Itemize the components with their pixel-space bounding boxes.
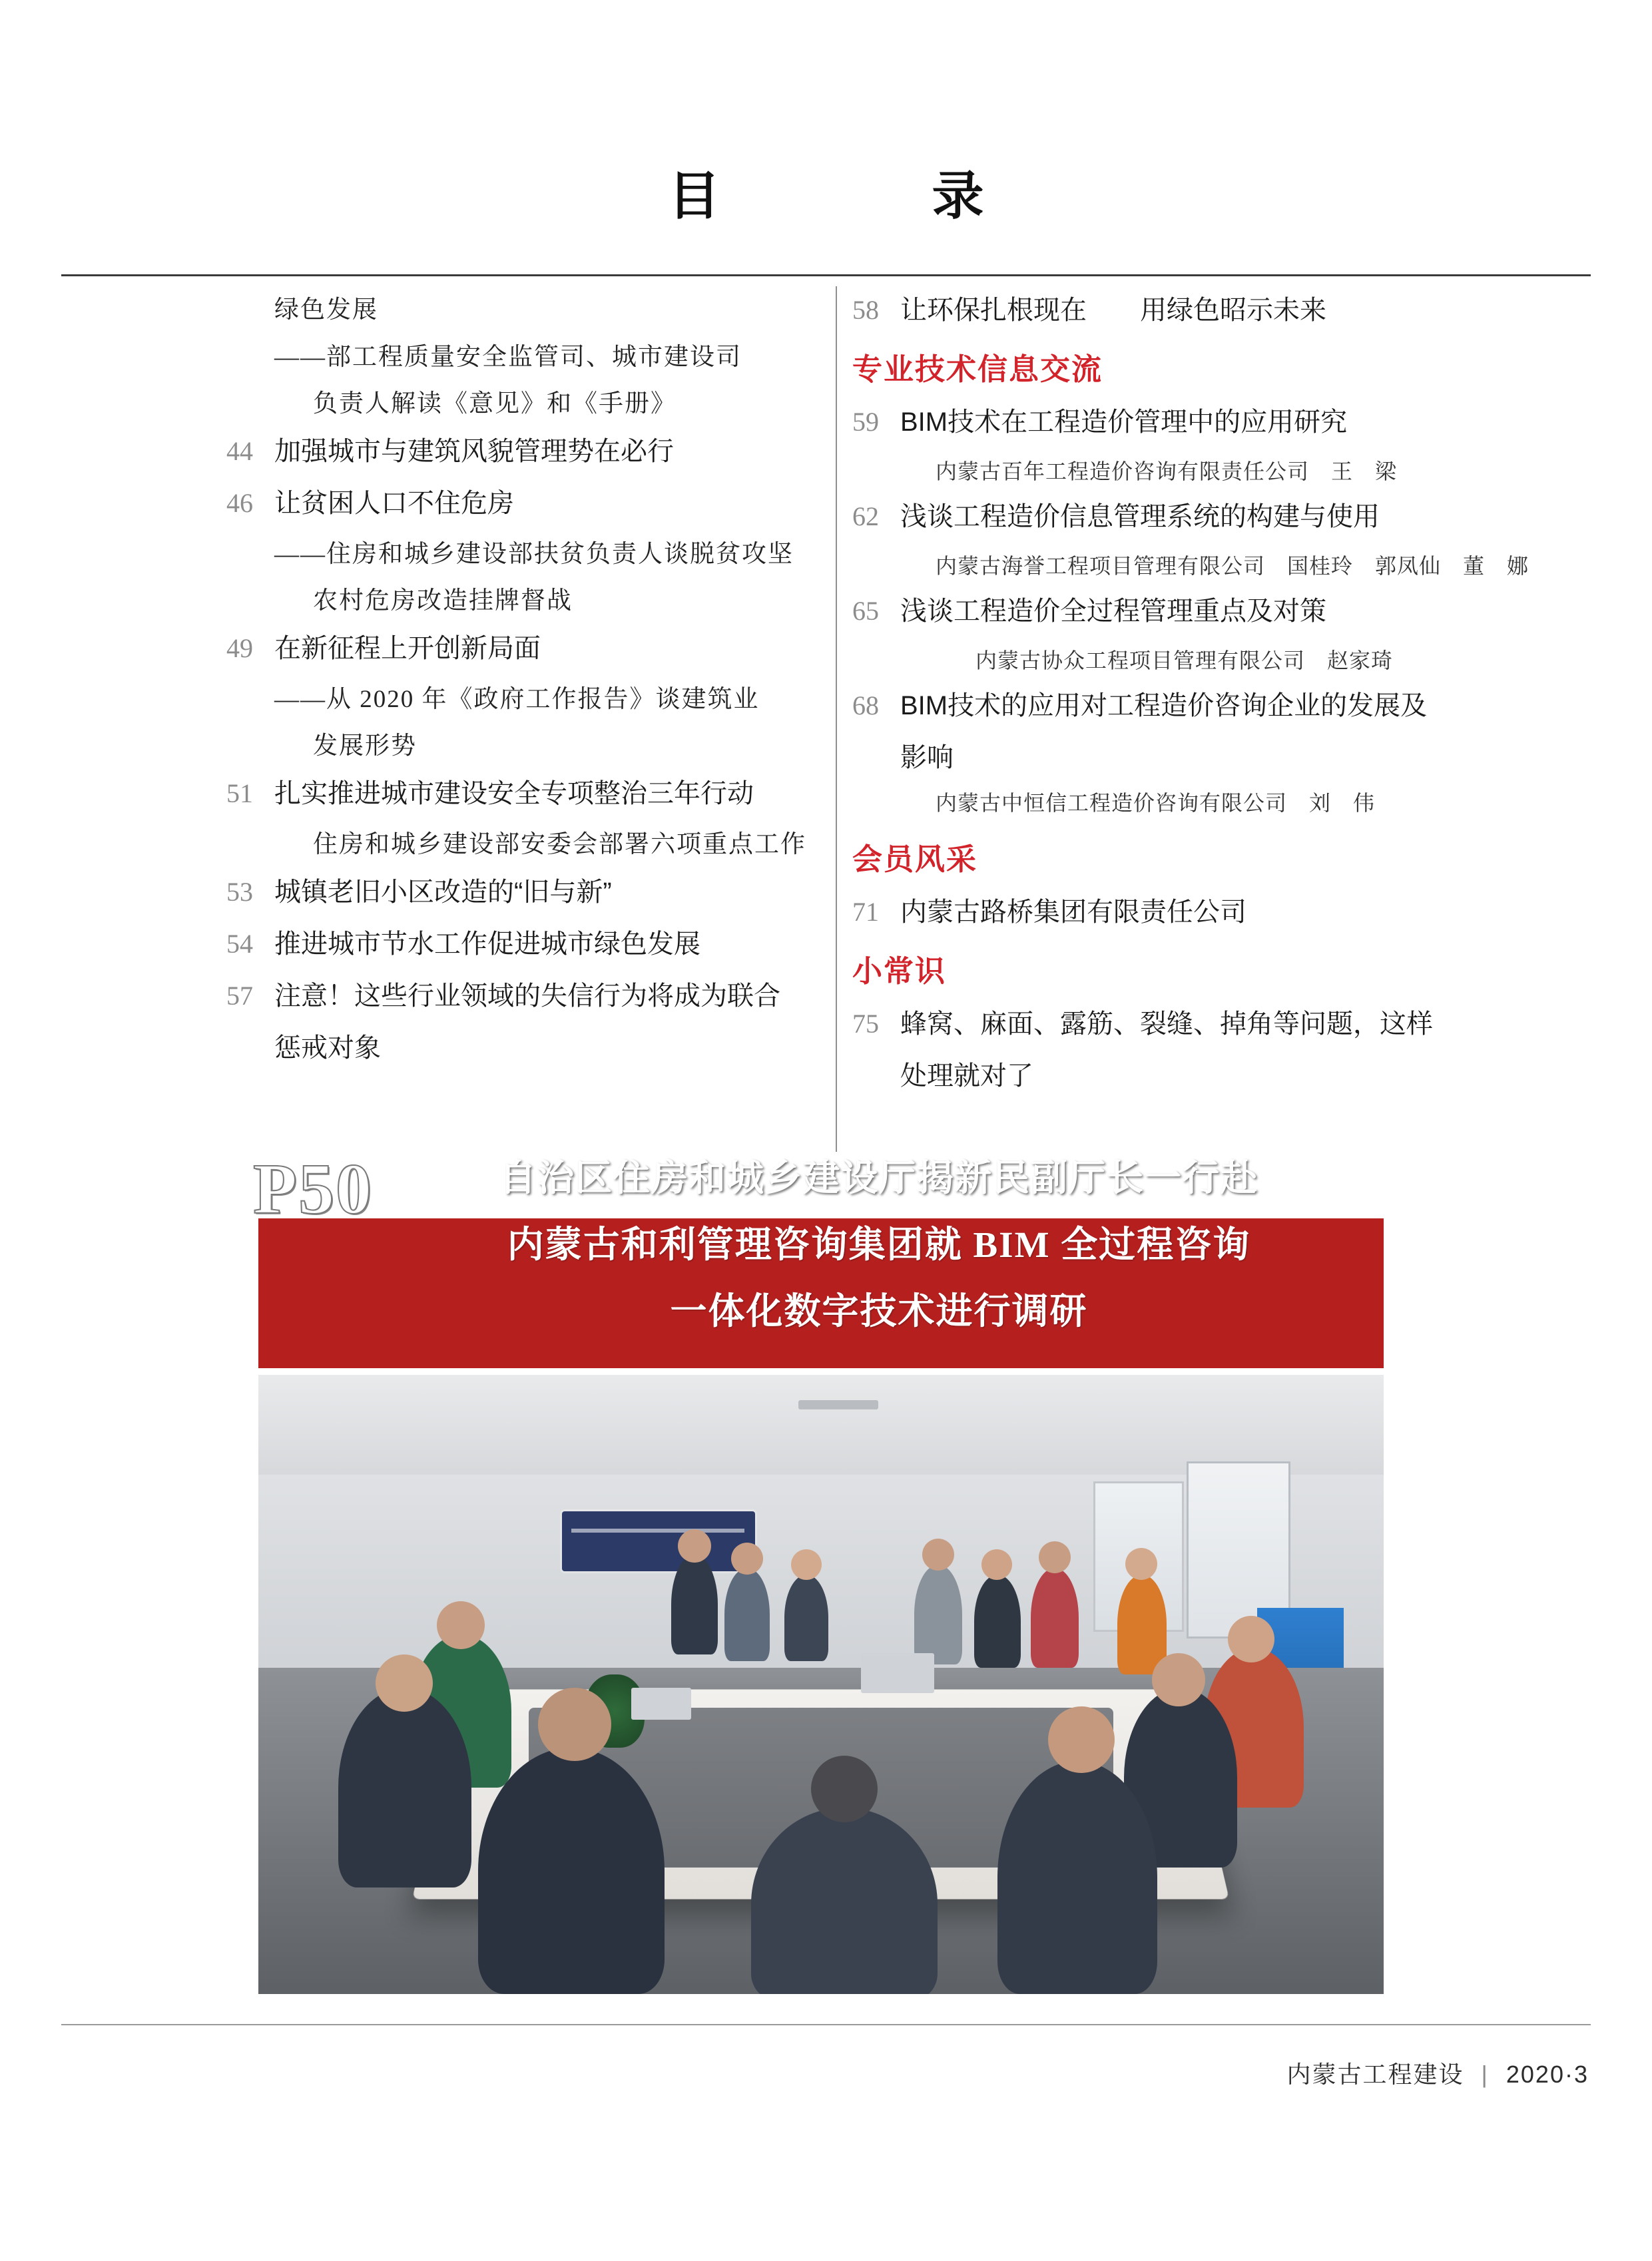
section-heading-technical-exchange: 专业技术信息交流 (852, 352, 1103, 386)
toc-entry-title: 让贫困人口不住危房 (274, 489, 514, 518)
footer-divider (61, 2024, 1591, 2025)
toc-entry-title-continued: 惩戒对象 (274, 1033, 381, 1063)
photo-person-head (1039, 1541, 1071, 1573)
photo-person (751, 1808, 938, 1994)
page-title: 目 录 (668, 167, 1020, 225)
toc-entry[interactable] (226, 770, 812, 818)
toc-entry[interactable] (852, 888, 1538, 936)
toc-entry-title: 在新征程上开创新局面 (274, 634, 541, 663)
toc-page-number: 54 (226, 929, 253, 959)
toc-author-line: 内蒙古中恒信工程造价咨询有限公司 刘 伟 (936, 791, 1376, 815)
toc-entry-title: 浅谈工程造价信息管理系统的构建与使用 (900, 502, 1380, 531)
toc-author-line: 内蒙古海誉工程项目管理有限公司 国桂玲 郭凤仙 董 娜 (936, 554, 1529, 578)
photo-person (478, 1748, 665, 1994)
toc-entry[interactable] (852, 587, 1538, 635)
photo-person (997, 1761, 1157, 1994)
toc-entry-title: 推进城市节水工作促进城市绿色发展 (274, 929, 700, 959)
toc-entry-title: BIM技术在工程造价管理中的应用研究 (900, 407, 1348, 437)
toc-page-number: 62 (852, 501, 879, 531)
photo-laptop (631, 1688, 691, 1720)
toc-entry-title: 内蒙古路桥集团有限责任公司 (900, 897, 1246, 927)
photo-person-head (791, 1549, 822, 1580)
toc-author-line: 内蒙古协众工程项目管理有限公司 赵家琦 (975, 648, 1394, 672)
toc-entry[interactable] (852, 682, 1538, 730)
column-divider (836, 286, 837, 1152)
toc-page-number: 44 (226, 436, 253, 466)
toc-entry-title: BIM技术的应用对工程造价咨询企业的发展及 (900, 691, 1428, 720)
toc-entry[interactable] (226, 868, 812, 916)
toc-page-number: 57 (226, 981, 253, 1011)
feature-highlight[interactable] (253, 1142, 1385, 2001)
toc-page-number: 49 (226, 633, 253, 663)
toc-entry-title: 让环保扎根现在 用绿色昭示未来 (900, 296, 1326, 325)
toc-entry-title: 注意！这些行业领域的失信行为将成为联合 (274, 981, 780, 1011)
photo-person (338, 1688, 471, 1887)
toc-subtitle: 住房和城乡建设部安委会部署六项重点工作 (313, 831, 806, 858)
toc-line: 绿色发展 (274, 296, 378, 324)
toc-right-column (852, 286, 1538, 1100)
toc-entry[interactable] (226, 625, 812, 672)
photo-person-head (922, 1539, 954, 1571)
feature-caption-line-1: 自治区住房和城乡建设厅揭新民副厅长一行赴 (499, 1158, 1258, 1198)
photo-laptop (861, 1653, 934, 1693)
toc-entry[interactable] (226, 427, 812, 475)
toc-subtitle: 负责人解读《意见》和《手册》 (313, 390, 677, 417)
footer-publication-name: 内蒙古工程建设 (1286, 2061, 1464, 2088)
photo-person-head (811, 1756, 878, 1822)
toc-subtitle: ——住房和城乡建设部扶贫负责人谈脱贫攻坚 (274, 541, 794, 568)
photo-person (784, 1575, 828, 1661)
photo-person-head (981, 1549, 1012, 1580)
toc-entry-title-continued: 处理就对了 (900, 1061, 1033, 1091)
toc-page-number: 53 (226, 877, 253, 907)
feature-page-label: P50 (253, 1150, 373, 1229)
toc-subtitle: 农村危房改造挂牌督战 (313, 587, 573, 615)
footer-issue: 2020·3 (1506, 2061, 1589, 2088)
photo-person-head (376, 1654, 433, 1712)
toc-page-number: 51 (226, 778, 253, 808)
toc-entry[interactable] (226, 972, 812, 1020)
photo-person-head (1125, 1548, 1157, 1580)
toc-author-line: 内蒙古百年工程造价咨询有限责任公司 王 梁 (936, 459, 1398, 483)
toc-subtitle: 发展形势 (313, 732, 417, 760)
toc-page-number: 65 (852, 596, 879, 626)
photo-person (1031, 1568, 1079, 1668)
photo-person-head (437, 1601, 485, 1649)
section-heading-common-knowledge: 小常识 (852, 954, 947, 988)
photo-person-head (1152, 1653, 1205, 1706)
toc-entry[interactable] (852, 493, 1538, 541)
feature-caption-line-3: 一体化数字技术进行调研 (670, 1291, 1088, 1332)
photo-person (914, 1565, 962, 1664)
toc-left-column (226, 286, 812, 1072)
feature-photo (258, 1375, 1384, 1994)
toc-subtitle: ——从 2020 年《政府工作报告》谈建筑业 (274, 686, 760, 713)
photo-person (974, 1575, 1021, 1668)
toc-page-number: 71 (852, 897, 879, 927)
toc-page-number: 59 (852, 407, 879, 437)
toc-entry[interactable] (226, 920, 812, 968)
toc-page-number: 46 (226, 488, 253, 518)
photo-meeting-banner (562, 1511, 755, 1571)
toc-entry-title: 加强城市与建筑风貌管理势在必行 (274, 437, 674, 466)
photo-person-head (678, 1529, 711, 1563)
page-footer (0, 2056, 1652, 2090)
photo-person (671, 1555, 718, 1654)
toc-entry-title: 扎实推进城市建设安全专项整治三年行动 (274, 779, 754, 808)
photo-person-head (1048, 1706, 1115, 1773)
photo-person-head (731, 1543, 763, 1575)
photo-person (724, 1568, 770, 1661)
header-divider (61, 274, 1591, 276)
toc-page-number: 75 (852, 1009, 879, 1039)
footer-separator: | (1481, 2061, 1489, 2088)
toc-entry-title: 城镇老旧小区改造的“旧与新” (274, 878, 612, 907)
photo-person-head (1228, 1616, 1274, 1662)
toc-page-number: 68 (852, 690, 879, 720)
photo-person (1117, 1575, 1167, 1674)
section-heading-member-showcase: 会员风采 (852, 842, 978, 876)
toc-page-number: 58 (852, 295, 879, 325)
toc-entry[interactable] (852, 286, 1538, 334)
feature-caption (373, 1145, 1385, 1345)
toc-subtitle: ——部工程质量安全监管司、城市建设司 (274, 344, 742, 371)
toc-entry-title-continued: 影响 (900, 743, 954, 772)
toc-entry[interactable] (226, 479, 812, 527)
toc-entry[interactable] (852, 1000, 1538, 1048)
toc-entry-title: 浅谈工程造价全过程管理重点及对策 (900, 597, 1326, 626)
feature-caption-line-2: 内蒙古和利管理咨询集团就 BIM 全过程咨询 (507, 1224, 1251, 1265)
toc-entry-title: 蜂窝、麻面、露筋、裂缝、掉角等问题，这样 (900, 1009, 1433, 1039)
toc-entry[interactable] (852, 398, 1538, 446)
photo-person-head (538, 1688, 611, 1761)
